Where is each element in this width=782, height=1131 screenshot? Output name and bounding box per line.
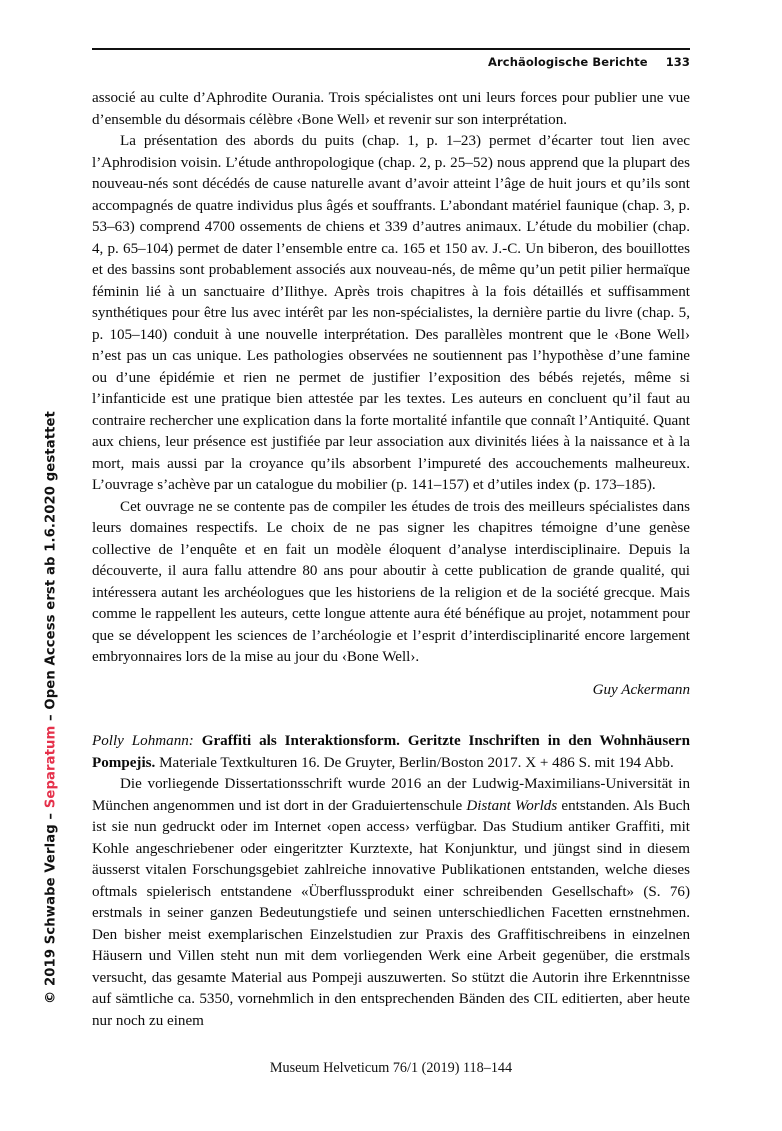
running-head-title: Archäologische Berichte: [488, 55, 648, 69]
review-1-paragraph-1: associé au culte d’Aphrodite Ourania. Trois spécialistes ont uni leurs forces pour publier une vue d’ensemble du désormais célèbre ‹Bone Well› et revenir sur son interprétation.: [92, 90, 690, 128]
sidenote-prefix: © 2019 Schwabe Verlag –: [43, 808, 59, 1004]
review-1-paragraph-3: Cet ouvrage ne se contente pas de compiler les études de trois des meilleurs spécialistes dans leurs domaines respectifs. Le choix de ne pas signer les chapitres témoigne d’une genèse collective de l’enquête et en fait un modèle éloquent d’analyse interdisciplinaire. Depuis la découverte, il aura fallu attendre 80 ans pour aboutir à cette publication de grande qualité, qui intéressera autant les archéologues que les historiens de la religion et de la société grecque. Mais comme le rappellent les auteurs, cette longue attente aura été bénéfique au projet, notamment pour que se développent les sciences de l’archéologie et l’esprit d’interdisciplinarité encore largement embryonnaires lors de la mise au jour du ‹Bone Well›.: [92, 498, 690, 665]
review-1-signature: Guy Ackermann: [592, 681, 690, 698]
footer-citation: Museum Helveticum 76/1 (2019) 118–144: [269, 1060, 513, 1076]
running-head-line: [92, 55, 690, 69]
review-1-paragraph-2: La présentation des abords du puits (chap. 1, p. 1–23) permet d’écarter tout lien avec l’Aphrodision voisin. L’étude anthropologique (chap. 2, p. 25–52) nous apprend que la plupart des nouveau-nés sont décédés de cause naturelle avant d’avoir atteint l’âge de huit jours et qu’ils sont accompagnés de quatre individus plus âgés et souffrants. L’abondant matériel faunique (chap. 3, p. 53–63) comprend 4700 ossements de chiens et 339 d’autres animaux. L’étude du mobilier (chap. 4, p. 65–104) permet de dater l’ensemble entre ca. 165 et 150 av. J.-C. Un biberon, des bouillottes et des bassins sont probablement associés aux nouveau-nés, de même qu’un petit pilier hermaïque féminin lié à un sanctuaire d’Ilithye. Après trois chapitres à la fois détaillés et suffisamment synthétiques pour être lus avec intérêt par les non-spécialistes, la dernière partie du livre (chap. 5, p. 105–140) conduit à une nouvelle interprétation. Des parallèles montrent que le ‹Bone Well› n’est pas un cas unique. Les pathologies observées ne soutiennent pas l’hypothèse d’une famine ou d’une épidémie et rien ne permet de justifier l’exposition des bébés rejetés, même si l’infanticide est une pratique bien attestée par les textes. Les auteurs en concluent qu’il faut au contraire rechercher une explication dans la forte mortalité infantile que connaît l’Antiquité. Quant aux chiens, leur présence est justifiée par leur association aux divinités liées à la naissance et à la mort, mais aussi par la croyance qu’ils absorbent l’impureté des accouchements malheureux. L’ouvrage s’achève par un catalogue du mobilier (p. 141–157) et d’utiles index (p. 173–185).: [92, 133, 690, 493]
running-head: [92, 48, 690, 69]
review-2-text-part-1: Die vorliegende Dissertationsschrift wurde 2016 an der Ludwig-Maximilians-Universität in München angenommen und ist dort in der Graduiertenschule: [92, 776, 690, 814]
review-2-heading: [92, 731, 690, 774]
review-2-title: Graffiti als Interaktionsform. Geritzte Inschriften in den Wohnhäusern Pompejis.: [92, 733, 690, 771]
sidenote-accent: Separatum: [43, 725, 59, 809]
running-head-rule: [92, 48, 690, 50]
copyright-sidenote: [44, 328, 59, 1088]
review-2-italic-title: Distant Worlds: [466, 797, 558, 814]
sidenote-suffix: – Open Access erst ab 1.6.2020 gestattet: [43, 411, 59, 726]
review-separator: [92, 701, 690, 731]
review-2-imprint: Materiale Textkulturen 16. De Gruyter, Berlin/Boston 2017. X + 486 S. mit 194 Abb.: [155, 754, 674, 771]
review-2-text-part-2: entstanden. Als Buch ist sie nun gedruckt oder im Internet ‹open access› verfügbar. Das Studium antiker Graffiti, mit Kohle angeschriebener oder eingeritzter Kurztexte, hat Konjunktur, und jüngst sind in diesem äusserst vitalen Forschungsgebiet zahlreiche innovative Publikationen entstanden, welche dieses oftmals spielerisch entstandene «Überflussprodukt einer schreibenden Gesellschaft» (S. 76) erstmals in seiner ganzen Bedeutungstiefe und seinen unterschiedlichen Facetten ernstnehmen. Den bisher meist exemplarischen Einzelstudien zur Praxis des Graffitischreibens in einzelnen Häusern und Villen steht nun mit dem vorliegenden Werk eine Arbeit gegenüber, die erstmals versucht, das gesamte Material aus Pompeji auszuwerten. So stützt die Autorin ihre Erkenntnisse auf sämtliche ca. 5350, vornehmlich in den entsprechenden Bänden des CIL editierten, aber heute nur noch zu einem: [92, 797, 691, 1029]
review-2-paragraph-1: [92, 774, 690, 1032]
text-column: [92, 88, 690, 1032]
review-2-author: Polly Lohmann:: [92, 733, 194, 749]
page-number: 133: [665, 55, 690, 69]
